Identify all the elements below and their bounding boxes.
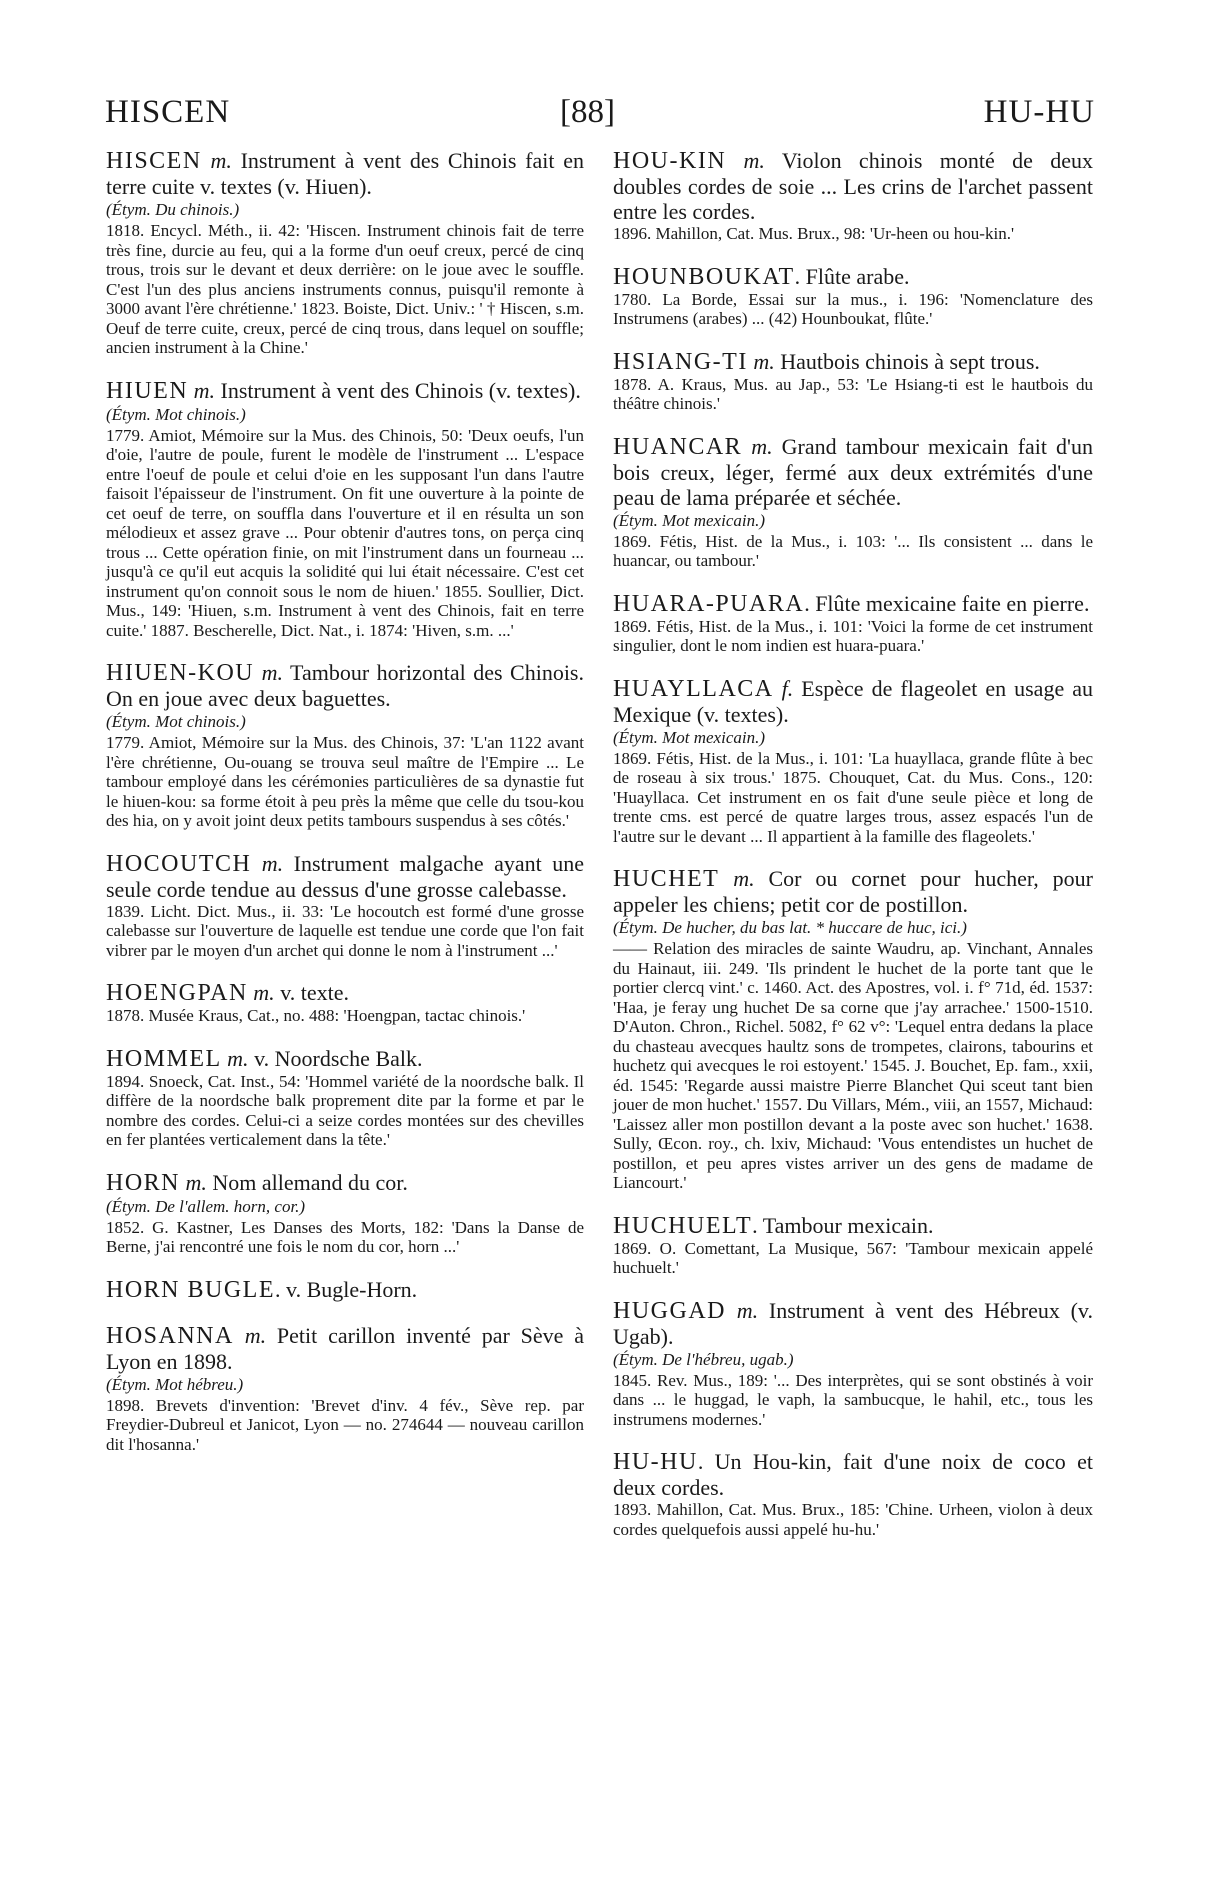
running-head-right: HU-HU [983, 94, 1095, 130]
grammatical-gender: m. [261, 660, 283, 685]
headword: HOENGPAN [106, 980, 248, 1006]
grammatical-gender: m. [751, 433, 773, 459]
definition: Grand tambour mexicain fait d'un bois creux, léger, fermé aux deux extrémités d'une peau de lama préparée et séchée. [613, 433, 1094, 510]
dictionary-entry [106, 378, 584, 641]
citation: 1839. Licht. Dict. Mus., ii. 33: 'Le hocoutch est formé d'une grosse calebasse sur l'ouverture de laquelle est tendue une corde que l'on fait vibrer par le moyen d'un archet qui donne le nom à l'instrument ...' [106, 901, 584, 960]
grammatical-gender: m. [227, 1045, 249, 1071]
citation: 1818. Encycl. Méth., ii. 42: 'Hiscen. Instrument chinois fait de terre très fine, durcie au feu, qui a la forme d'un oeuf creux, percé de cinq trous, trois sur le devant et deux derrière: on le joue avec le souffle. C'est l'un des plus anciens instruments connus, puisqu'il remonte à 3000 avant l'ère chrétienne.' 1823. Boiste, Dict. Univ.: ' † Hiscen, s.m. Oeuf de terre cuite, creux, percé de cinq trous, dans lequel on souffle; ancien instrument à la Chine.' [106, 221, 584, 357]
headword: HUGGAD [613, 1297, 726, 1324]
citation: 1779. Amiot, Mémoire sur la Mus. des Chinois, 50: 'Deux oeufs, l'un d'oie, l'autre de poule, furent le modèle de l'instrument ... L'espace entre l'oeuf de poule et celui d'oie en les supposant l'un dans l'autre faisoit l'épaisseur de l'instrument. On fit une ouverture à la pointe de cet oeuf de terre, on souffla dans l'ouverture et il en résulta un son mélodieux et assez grave ... Pour obtenir d'autres tons, on perça cinq trous ... Cette opération finie, on mit l'instrument dans un fourneau ... jusqu'à ce qu'il eut acquis la solidité qui lui était nécessaire. C'est cet instrument qu'on connoit sous le nom de hiuen.' 1855. Soullier, Dict. Mus., 149: 'Hiuen, s.m. Instrument à vent des Chinois, fait en terre cuite.' 1887. Bescherelle, Dict. Nat., i. 1874: 'Hiven, s.m. ...' [106, 425, 584, 640]
definition: Instrument à vent des Hébreux (v. Ugab). [613, 1297, 1094, 1349]
definition: Cor ou cornet pour hucher, pour appeler les chiens; petit cor de postillon. [613, 866, 1094, 917]
definition: Instrument à vent des Chinois fait en terre cuite v. textes (v. Hiuen). [106, 148, 584, 199]
entry-definition-line [106, 148, 584, 199]
dictionary-entry [106, 1046, 584, 1150]
page-number: [88] [560, 94, 615, 130]
headword: HORN [106, 1169, 181, 1196]
dictionary-entry [613, 434, 1093, 571]
entry-definition-line: HOUNBOUKAT. Flûte arabe. [613, 263, 910, 290]
citation: 1869. Fétis, Hist. de la Mus., i. 101: 'La huayllaca, grande flûte à bec de roseau à six trous.' 1875. Chouquet, Cat. du Mus. Cons., 120: 'Huayllaca. Cet instrument en os fait d'une seule pièce et long de trente cms. est percé de quatre larges trous, assez espacés l'un de l'autre sur le devant ... Il appartient à la famille des flageolets.' [613, 748, 1093, 846]
etymology: (Étym. Du chinois.) [106, 200, 240, 219]
citation: 1894. Snoeck, Cat. Inst., 54: 'Hommel variété de la noordsche balk. Il diffère de la noordsche balk proprement dite par la forme et par le nombre des cordes. Celui-ci a seize cordes montées sur des chevilles en fer plantées verticalement dans la tête.' [106, 1071, 584, 1149]
entry-definition-line [106, 378, 584, 404]
grammatical-gender: f. [781, 675, 794, 701]
entry-definition-line [106, 1046, 584, 1072]
citation: 1898. Brevets d'invention: 'Brevet d'inv. 4 fév., Sève rep. par Freydier-Dubreul et Janicot, Lyon — no. 274644 — nouveau carillon dit l'hosanna.' [106, 1395, 584, 1454]
definition: Petit carillon inventé par Sève à Lyon en 1898. [106, 1322, 585, 1374]
running-head-left: HISCEN [105, 94, 231, 130]
entry-definition-line [613, 349, 1093, 375]
grammatical-gender: m. [244, 1322, 267, 1348]
headword: HUCHUELT [613, 1212, 753, 1239]
citation: 1896. Mahillon, Cat. Mus. Brux., 98: 'Ur-heen ou hou-kin.' [613, 224, 1015, 243]
etymology: (Étym. Mot mexicain.) [613, 510, 765, 530]
grammatical-gender: m. [210, 148, 232, 173]
etymology: (Étym. Mot chinois.) [106, 404, 246, 424]
dictionary-entry [106, 1170, 584, 1257]
grammatical-gender: m. [733, 866, 755, 891]
headword: HIUEN-KOU [106, 660, 255, 686]
headword: HOSANNA [106, 1322, 234, 1349]
definition: Hautbois chinois à sept trous. [780, 348, 1040, 374]
citation: 1869. Fétis, Hist. de la Mus., i. 103: '... Ils consistent ... dans le huancar, ou tambour.' [613, 531, 1093, 570]
grammatical-gender: m. [253, 980, 275, 1005]
etymology: (Étym. De hucher, du bas lat. * huccare de huc, ici.) [613, 918, 967, 937]
entry-definition-line [613, 1298, 1093, 1349]
etymology: (Étym. Mot chinois.) [106, 712, 246, 731]
entry-definition-line [613, 148, 1093, 224]
headword: HISCEN [106, 148, 202, 174]
headword: HUARA-PUARA [613, 590, 805, 617]
entry-definition-line [106, 980, 584, 1006]
right-column [613, 148, 1093, 1559]
entry-definition-line [106, 1323, 584, 1374]
citation: 1852. G. Kastner, Les Danses des Morts, 182: 'Dans la Danse de Berne, j'ai rencontré une fois le nom du cor, horn ...' [106, 1217, 584, 1256]
citation: 1869. Fétis, Hist. de la Mus., i. 101: 'Voici la forme de cet instrument singulier, dont le nom indien est huara-puara.' [613, 616, 1093, 655]
etymology: (Étym. Mot hébreu.) [106, 1374, 244, 1394]
citation: 1869. O. Comettant, La Musique, 567: 'Tambour mexicain appelé huchuelt.' [613, 1238, 1093, 1277]
headword: HIUEN [106, 377, 189, 404]
dictionary-entry [106, 1323, 584, 1455]
headword: HUCHET [613, 866, 720, 892]
entry-definition-line [106, 851, 584, 902]
definition: Espèce de flageolet en usage au Mexique (v. textes). [613, 675, 1093, 727]
dictionary-entry [106, 148, 584, 358]
citation: 1779. Amiot, Mémoire sur la Mus. des Chinois, 37: 'L'an 1122 avant l'ère chrétienne, Ou-ouang se trouva seul maître de l'Empire ... Le tambour employé dans les cérémonies particulières de sa dynastie fut le hiuen-kou: sa forme étoit à peu près la même que celle du tsou-kou des hia, on y avoit joint deux petits tambours suspendus à ses côtés.' [106, 733, 584, 830]
headword: HUAYLLACA [613, 675, 774, 702]
dictionary-entry [106, 660, 584, 831]
grammatical-gender: m. [743, 148, 765, 173]
dictionary-entry [106, 980, 584, 1026]
definition: Flûte mexicaine faite en pierre. [815, 590, 1090, 616]
dictionary-entry [613, 1298, 1093, 1430]
page-header [105, 94, 1095, 142]
headword: HSIANG-TI [613, 348, 748, 375]
entry-definition-line: HUCHUELT. Tambour mexicain. [613, 1212, 934, 1239]
definition: Flûte arabe. [805, 263, 910, 289]
grammatical-gender: m. [736, 1297, 759, 1323]
dictionary-entry [106, 1277, 584, 1303]
entry-definition-line [613, 676, 1093, 727]
definition: Instrument à vent des Chinois (v. textes). [220, 377, 581, 403]
grammatical-gender: m. [261, 850, 284, 876]
definition: v. Noordsche Balk. [254, 1045, 423, 1071]
dictionary-entry [613, 148, 1093, 244]
entry-definition-line [613, 434, 1093, 510]
headword: HUANCAR [613, 433, 743, 460]
definition: Tambour mexicain. [762, 1212, 934, 1238]
citation: 1780. La Borde, Essai sur la mus., i. 196: 'Nomenclature des Instrumens (arabes) ... (42) Hounboukat, flûte.' [613, 289, 1093, 328]
dictionary-entry [106, 851, 584, 961]
headword: HORN BUGLE [106, 1276, 275, 1303]
etymology: (Étym. De l'allem. horn, cor.) [106, 1196, 306, 1216]
headword: HOUNBOUKAT [613, 263, 795, 290]
dictionary-entry [613, 866, 1093, 1193]
grammatical-gender: m. [185, 1169, 207, 1195]
citation: 1893. Mahillon, Cat. Mus. Brux., 185: 'Chine. Urheen, violon à deux cordes quelquefois aussi appelé hu-hu.' [613, 1500, 1093, 1539]
grammatical-gender: m. [753, 348, 775, 374]
definition: Un Hou-kin, fait d'une noix de coco et deux cordes. [613, 1449, 1093, 1500]
entry-definition-line [106, 660, 584, 711]
dictionary-entry [613, 591, 1093, 656]
dictionary-entry [613, 1213, 1093, 1278]
headword: HOMMEL [106, 1045, 222, 1072]
definition: Instrument malgache ayant une seule corde tendue au dessus d'une grosse calebasse. [106, 850, 584, 902]
headword: HOU-KIN [613, 148, 727, 174]
dictionary-entry [613, 676, 1093, 847]
etymology: (Étym. De l'hébreu, ugab.) [613, 1349, 794, 1369]
etymology: (Étym. Mot mexicain.) [613, 727, 765, 747]
headword: HU-HU [613, 1449, 698, 1475]
citation: 1845. Rev. Mus., 189: '... Des interprètes, qui se sont obstinés à voir dans ... le huggad, le vaph, la sambucque, le hahil, etc., tous les instrumens modernes.' [613, 1370, 1093, 1429]
dictionary-entry [613, 264, 1093, 329]
definition: Nom allemand du cor. [212, 1169, 408, 1195]
dictionary-entry [613, 1449, 1093, 1539]
definition: Tambour horizontal des Chinois. On en joue avec deux baguettes. [106, 660, 584, 711]
dictionary-entry [613, 349, 1093, 414]
entry-definition-line [106, 1170, 584, 1196]
entry-definition-line [613, 866, 1093, 917]
grammatical-gender: m. [193, 377, 216, 403]
headword: HOCOUTCH [106, 850, 252, 877]
definition: v. Bugle-Horn. [286, 1276, 418, 1302]
entry-definition-line: HU-HU. Un Hou-kin, fait d'une noix de coco et deux cordes. [613, 1449, 1093, 1500]
citation: 1878. Musée Kraus, Cat., no. 488: 'Hoengpan, tactac chinois.' [106, 1006, 526, 1025]
entry-definition-line: HORN BUGLE. v. Bugle-Horn. [106, 1276, 418, 1303]
citation: 1878. A. Kraus, Mus. au Jap., 53: 'Le Hsiang-ti est le hautbois du théâtre chinois.' [613, 374, 1093, 413]
entry-definition-line: HUARA-PUARA. Flûte mexicaine faite en pierre. [613, 590, 1090, 617]
left-column [106, 148, 584, 1474]
definition: v. texte. [280, 980, 350, 1005]
citation: —— Relation des miracles de sainte Waudru, ap. Vinchant, Annales du Hainaut, iii. 249. 'Ils prindent le huchet de la porte tant que le portier clercq vint.' c. 1460. Act. des Apostres, vol. i. f° 71d, éd. 1537: 'Haa, je feray ung huchet De sa corne que j'ay arrachee.' 1500-1510. D'Auton. Chron., Richel. 5082, f° 62 v°: 'Lequel entra dedans la place du chasteau avecques haultz sons de trompetes, clairons, tabourins et huchetz qui avecques le roi estoyent.' 1545. J. Bouchet, Ep. fam., xxii, éd. 1545: 'Regarde aussi maistre Pierre Blanchet Qui sceut tant bien jouer de mon huchet.' 1557. Du Villars, Mém., viii, an 1557, Michaud: 'Laissez aller mon postillon devant a la poste avec son huchet.' 1638. Sully, Œcon. roy., ch. lxiv, Michaud: 'Vous entendistes un huchet de postillon, et peu apres vistes arriver un des gens de madame de Liancourt.' [613, 939, 1093, 1192]
definition: Violon chinois monté de deux doubles cordes de soie ... Les crins de l'archet passent entre les cordes. [613, 148, 1093, 224]
